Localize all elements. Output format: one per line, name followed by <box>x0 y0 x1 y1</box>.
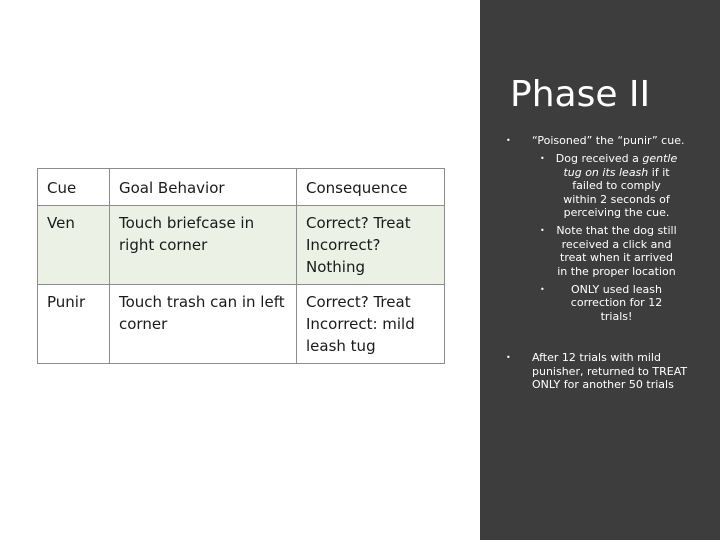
bullet-item <box>506 134 706 147</box>
bullet-dot-icon: • <box>506 136 511 145</box>
bullet-text: After 12 trials with mild punisher, returned to TREAT ONLY for another 50 trials <box>532 351 688 392</box>
cell-cue: Punir <box>38 285 110 364</box>
bullet-text: “Poisoned” the “punir” cue. <box>532 134 685 147</box>
sub-bullet-item <box>540 152 679 219</box>
header-goal-behavior: Goal Behavior <box>110 169 297 206</box>
cell-consequence: Correct? Treat Incorrect? Nothing <box>297 206 445 285</box>
table-header-row <box>38 169 445 206</box>
bullet-dot-icon: • <box>540 226 545 236</box>
emphasis-text: gentle tug on its leash <box>563 152 678 179</box>
table-row <box>38 285 445 364</box>
header-consequence: Consequence <box>297 169 445 206</box>
cell-consequence: Correct? Treat Incorrect: mild leash tug <box>297 285 445 364</box>
header-cue: Cue <box>38 169 110 206</box>
bullet-dot-icon: • <box>540 154 545 164</box>
sub-bullet-text: Note that the dog still received a click and treat when it arrived in the proper location <box>556 224 677 278</box>
bullet-dot-icon: • <box>540 285 545 295</box>
sub-bullet-text-cont: if it failed to comply within 2 seconds of perceiving the cue. <box>563 165 670 220</box>
sub-bullet-item <box>540 224 679 278</box>
bullet-list <box>506 134 706 392</box>
cell-goal-behavior: Touch briefcase in right corner <box>110 206 297 285</box>
side-panel <box>480 0 720 540</box>
slide-title: Phase II <box>510 74 651 115</box>
cell-cue: Ven <box>38 206 110 285</box>
sub-bullet-item <box>540 283 679 323</box>
sub-bullet-list <box>506 152 706 323</box>
sub-bullet-text: ONLY used leash correction for 12 trials! <box>570 283 663 323</box>
bullet-dot-icon: • <box>506 353 511 363</box>
table-row <box>38 206 445 285</box>
behavior-table <box>37 168 445 364</box>
cell-goal-behavior: Touch trash can in left corner <box>110 285 297 364</box>
bullet-item <box>506 351 706 391</box>
sub-bullet-text: Dog received a <box>555 152 643 166</box>
